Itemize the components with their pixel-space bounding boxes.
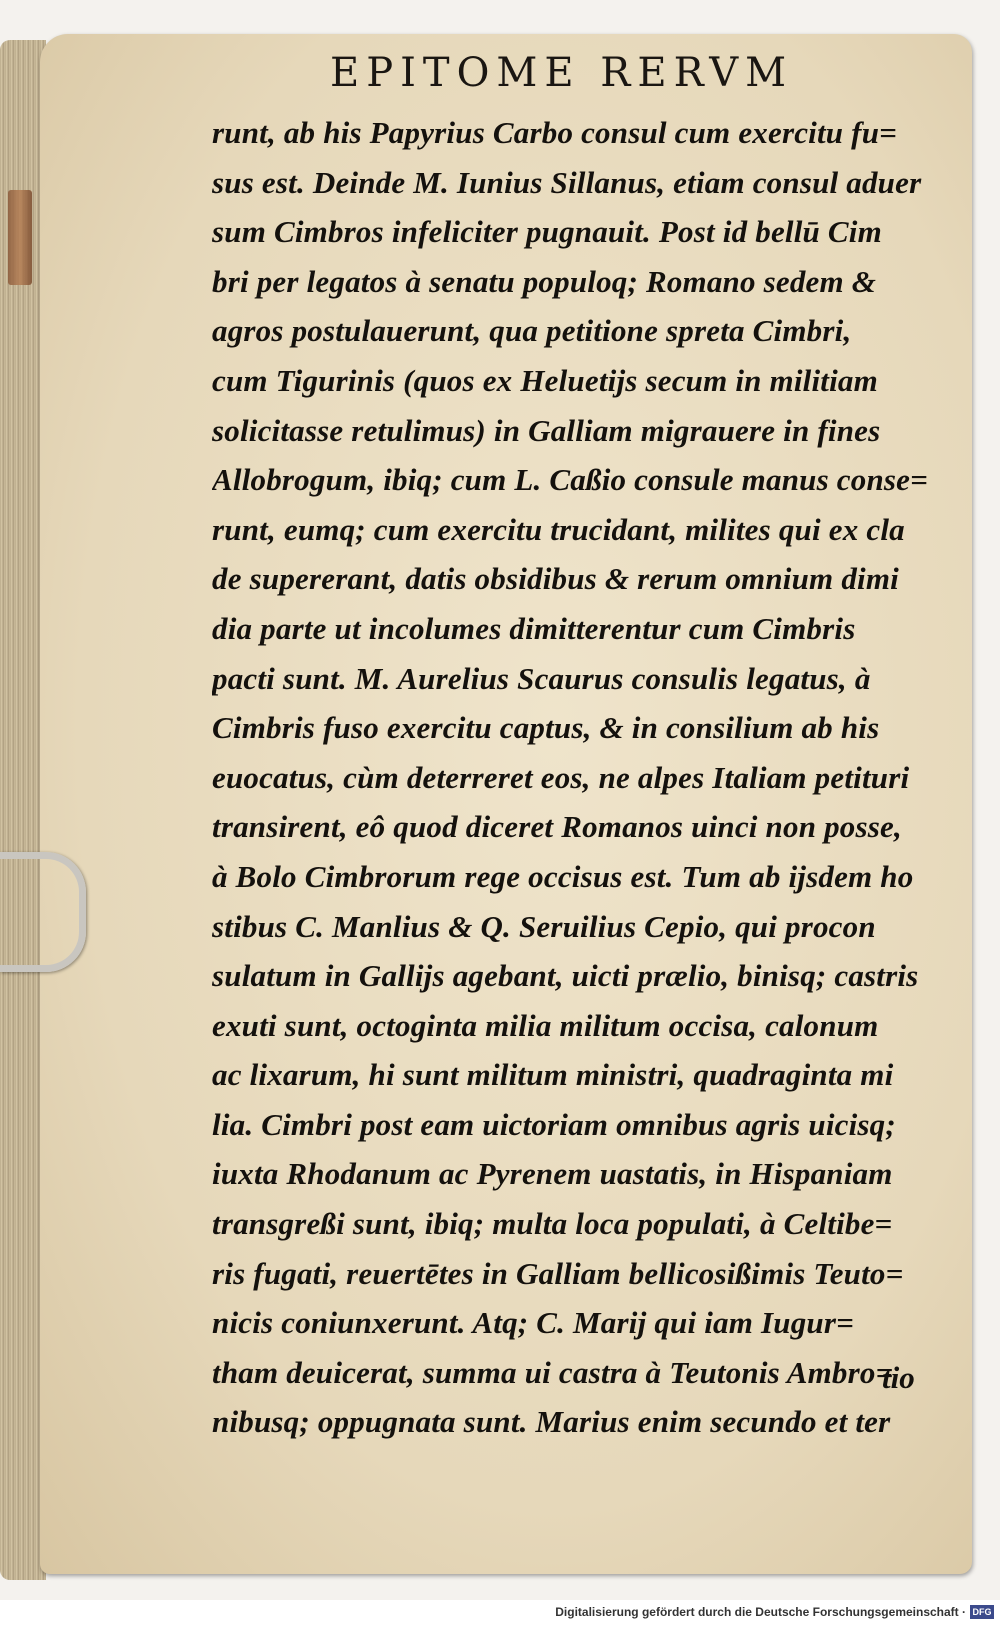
catchword: tio bbox=[882, 1360, 915, 1395]
text-line: transgreßi sunt, ibiq; multa loca populati, à Celtibe= bbox=[212, 1206, 893, 1242]
text-line: nibusq; oppugnata sunt. Marius enim secundo et ter bbox=[212, 1404, 891, 1440]
text-line: pacti sunt. M. Aurelius Scaurus consulis legatus, à bbox=[212, 660, 871, 696]
text-line: de supererant, datis obsidibus & rerum omnium dimi bbox=[212, 561, 899, 597]
text-line: nicis coniunxerunt. Atq; C. Marij qui iam Iugur= bbox=[212, 1305, 854, 1341]
funding-credit: Digitalisierung gefördert durch die Deutsche Forschungsgemeinschaft · bbox=[555, 1605, 966, 1619]
text-line: cum Tigurinis (quos ex Heluetijs secum in militiam bbox=[212, 362, 878, 398]
text-block bbox=[212, 108, 942, 1447]
text-line: bri per legatos à senatu populoq; Romano sedem & bbox=[212, 263, 877, 299]
text-line: dia parte ut incolumes dimitterentur cum Cimbris bbox=[212, 610, 856, 646]
text-line: ris fugati, reuertētes in Galliam bellicosißimis Teuto= bbox=[212, 1255, 904, 1291]
text-line: solicitasse retulimus) in Galliam migrauere in fines bbox=[212, 412, 881, 448]
text-line: euocatus, cùm deterreret eos, ne alpes Italiam petituri bbox=[212, 759, 910, 795]
text-line: lia. Cimbri post eam uictoriam omnibus agris uicisq; bbox=[212, 1106, 896, 1142]
dfg-logo: DFG bbox=[970, 1605, 994, 1619]
text-line: runt, eumq; cum exercitu trucidant, milites qui ex cla bbox=[212, 511, 905, 547]
page-clip bbox=[0, 852, 86, 972]
text-line: agros postulauerunt, qua petitione spreta Cimbri, bbox=[212, 313, 852, 349]
text-line: exuti sunt, octoginta milia militum occisa, calonum bbox=[212, 1007, 879, 1043]
text-line: Allobrogum, ibiq; cum L. Caßio consule manus conse= bbox=[212, 462, 928, 498]
text-line: iuxta Rhodanum ac Pyrenem uastatis, in Hispaniam bbox=[212, 1156, 893, 1192]
text-line: runt, ab his Papyrius Carbo consul cum exercitu fu= bbox=[212, 115, 898, 150]
text-line: stibus C. Manlius & Q. Seruilius Cepio, qui procon bbox=[212, 908, 876, 944]
spine-marker bbox=[8, 190, 32, 285]
text-line: ac lixarum, hi sunt militum ministri, quadraginta mi bbox=[212, 1057, 894, 1093]
text-line: sulatum in Gallijs agebant, uicti prælio, binisq; castris bbox=[212, 958, 919, 994]
footer-bar bbox=[0, 1600, 1000, 1626]
text-line: transirent, eô quod diceret Romanos uinci non posse, bbox=[212, 809, 902, 845]
text-line: sum Cimbros infeliciter pugnauit. Post id bellū Cim bbox=[212, 214, 882, 250]
text-line: sus est. Deinde M. Iunius Sillanus, etiam consul aduer bbox=[212, 164, 922, 200]
text-line: Cimbris fuso exercitu captus, & in consilium ab his bbox=[212, 710, 880, 746]
running-head: EPITOME RERVM bbox=[330, 50, 794, 96]
text-line: tham deuicerat, summa ui castra à Teutonis Ambro= bbox=[212, 1354, 894, 1390]
text-line: à Bolo Cimbrorum rege occisus est. Tum ab ijsdem ho bbox=[212, 858, 914, 894]
